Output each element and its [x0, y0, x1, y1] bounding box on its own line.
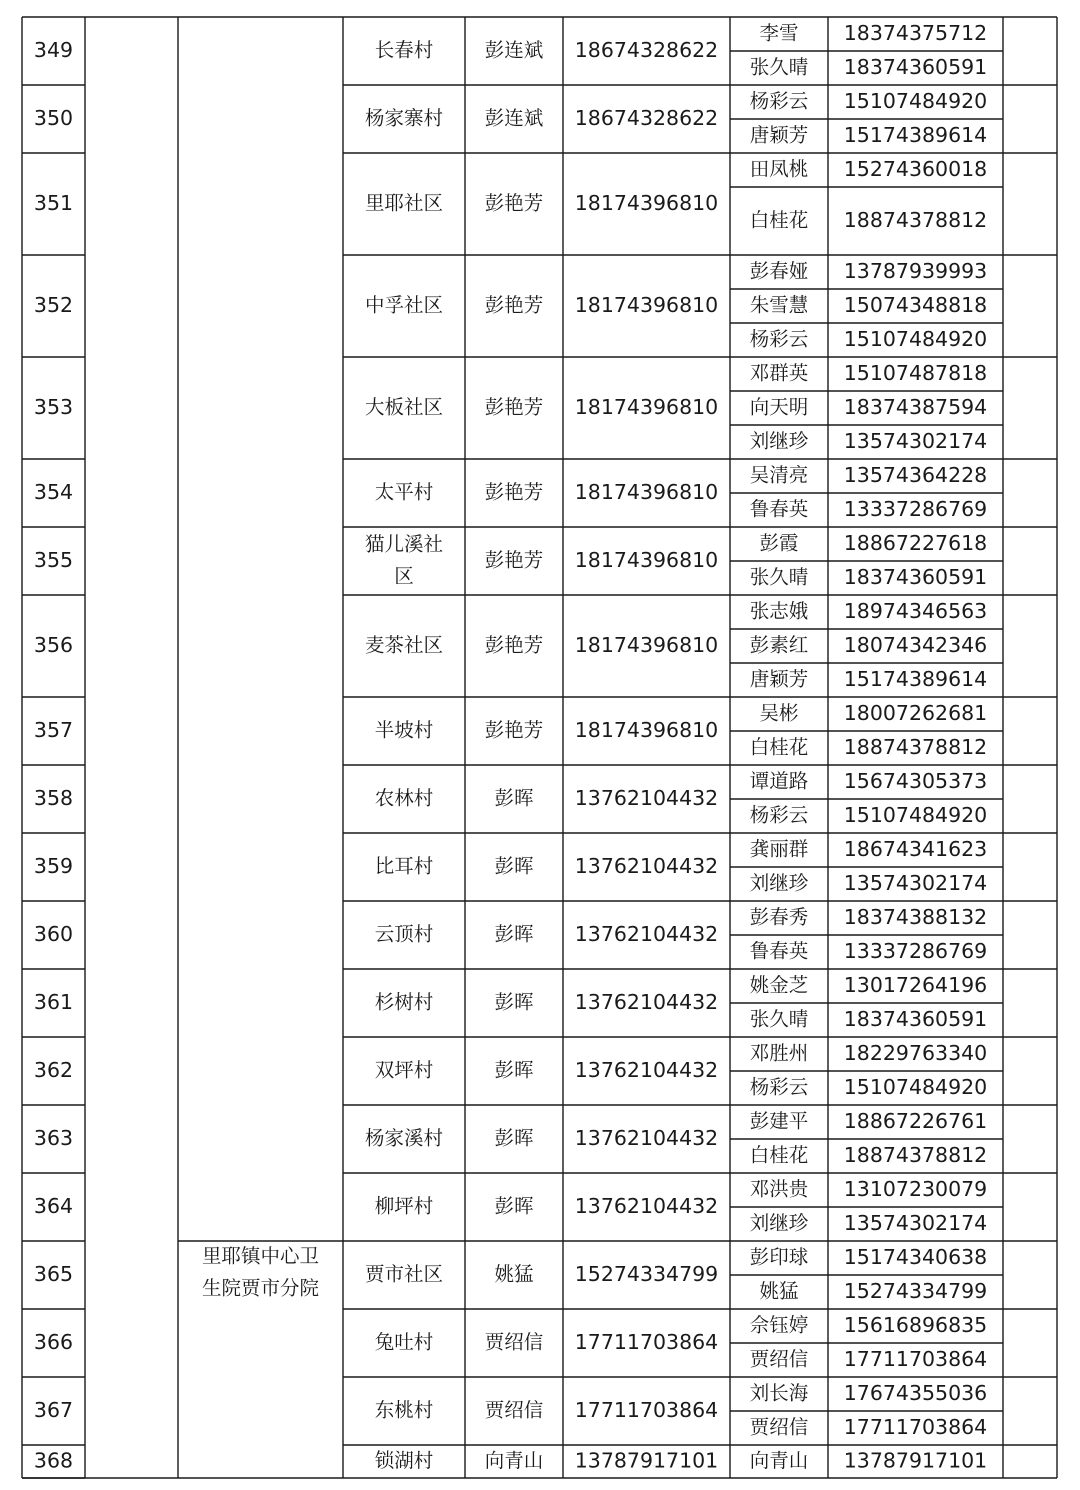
contact-phone: 15174340638	[843, 1245, 988, 1269]
contact-phone: 13574302174	[843, 429, 988, 453]
leader-phone: 18674328622	[574, 106, 719, 130]
contact-name: 姚猛	[759, 1279, 799, 1303]
leader-phone: 18174396810	[574, 191, 719, 215]
contact-name: 鲁春英	[749, 497, 809, 521]
row-number: 351	[33, 191, 74, 215]
contact-name: 张志娥	[749, 599, 809, 623]
contact-phone: 13574302174	[843, 871, 988, 895]
contact-name: 向天明	[749, 395, 809, 419]
contact-phone: 15074348818	[843, 293, 988, 317]
contact-name: 姚金芝	[749, 973, 809, 997]
row-number: 364	[33, 1194, 74, 1218]
contact-phone: 18074342346	[843, 633, 988, 657]
leader-phone: 18174396810	[574, 395, 719, 419]
contact-name: 唐颖芳	[749, 123, 809, 147]
leader-phone: 13762104432	[574, 922, 719, 946]
hospital-name: 生院贾市分院	[201, 1276, 320, 1300]
contact-name: 刘继珍	[749, 1211, 809, 1235]
contact-name: 白桂花	[749, 1143, 809, 1167]
contact-phone: 18374360591	[843, 1007, 988, 1031]
leader-name: 彭艳芳	[484, 395, 544, 419]
contact-phone: 15107484920	[843, 89, 988, 113]
leader-phone: 18174396810	[574, 633, 719, 657]
row-number: 361	[33, 990, 74, 1014]
contact-name: 吴彬	[759, 701, 799, 725]
leader-phone: 15274334799	[574, 1262, 719, 1286]
contact-name: 张久晴	[749, 1007, 809, 1031]
leader-name: 彭艳芳	[484, 480, 544, 504]
contact-phone: 13574364228	[843, 463, 988, 487]
row-number: 349	[33, 38, 74, 62]
contact-name: 邓洪贵	[749, 1177, 809, 1201]
contact-phone: 17711703864	[843, 1415, 988, 1439]
contact-name: 龚丽群	[749, 837, 809, 861]
leader-name: 彭艳芳	[484, 718, 544, 742]
contact-name: 杨彩云	[749, 327, 809, 351]
village-name: 区	[394, 564, 414, 588]
contact-name: 邓胜州	[749, 1041, 809, 1065]
village-name: 云顶村	[374, 922, 434, 946]
leader-phone: 18174396810	[574, 718, 719, 742]
leader-phone: 13762104432	[574, 854, 719, 878]
contact-phone: 18674341623	[843, 837, 988, 861]
leader-name: 彭连斌	[484, 106, 544, 130]
leader-phone: 13762104432	[574, 1194, 719, 1218]
row-number: 355	[33, 548, 74, 572]
village-name: 半坡村	[374, 718, 434, 742]
village-name: 太平村	[374, 480, 434, 504]
row-number: 352	[33, 293, 74, 317]
contact-phone: 18229763340	[843, 1041, 988, 1065]
contact-name: 邓群英	[749, 361, 809, 385]
contact-name: 唐颖芳	[749, 667, 809, 691]
contact-name: 杨彩云	[749, 803, 809, 827]
leader-phone: 13762104432	[574, 1126, 719, 1150]
leader-name: 姚猛	[494, 1262, 534, 1286]
contact-phone: 18974346563	[843, 599, 988, 623]
contact-phone: 13337286769	[843, 939, 988, 963]
contact-phone: 13787939993	[843, 259, 988, 283]
leader-phone: 17711703864	[574, 1330, 719, 1354]
row-number: 360	[33, 922, 74, 946]
contact-name: 杨彩云	[749, 1075, 809, 1099]
contact-name: 向青山	[749, 1449, 809, 1472]
leader-phone: 18674328622	[574, 38, 719, 62]
village-name: 锁湖村	[374, 1449, 434, 1472]
contact-phone: 13017264196	[843, 973, 988, 997]
row-number: 354	[33, 480, 74, 504]
contact-phone: 18374388132	[843, 905, 988, 929]
leader-name: 彭艳芳	[484, 633, 544, 657]
contact-phone: 17674355036	[843, 1381, 988, 1405]
leader-name: 彭晖	[494, 1126, 534, 1150]
contact-phone: 15107484920	[843, 803, 988, 827]
leader-phone: 13762104432	[574, 990, 719, 1014]
contact-name: 彭印球	[749, 1245, 809, 1269]
village-name: 麦茶社区	[364, 633, 444, 657]
contact-phone: 18374387594	[843, 395, 988, 419]
leader-name: 彭晖	[494, 990, 534, 1014]
row-number: 353	[33, 395, 74, 419]
village-name: 长春村	[374, 38, 434, 62]
contact-name: 吴清亮	[749, 463, 809, 487]
contact-phone: 13337286769	[843, 497, 988, 521]
contact-name: 贾绍信	[749, 1347, 809, 1371]
contact-name: 谭道路	[749, 769, 809, 793]
contact-name: 杨彩云	[749, 89, 809, 113]
table-cells	[34, 21, 987, 1473]
contact-name: 佘钰婷	[749, 1313, 809, 1337]
leader-phone: 18174396810	[574, 480, 719, 504]
leader-phone: 13787917101	[574, 1448, 719, 1473]
contact-phone: 18867227618	[843, 531, 988, 555]
contact-phone: 18874378812	[843, 208, 988, 232]
contact-phone: 13787917101	[843, 1448, 988, 1473]
village-name: 柳坪村	[374, 1194, 434, 1218]
contact-phone: 18374360591	[843, 55, 988, 79]
row-number: 367	[33, 1398, 74, 1422]
contact-name: 白桂花	[749, 208, 809, 232]
row-number: 358	[33, 786, 74, 810]
contact-name: 贾绍信	[749, 1415, 809, 1439]
contact-name: 彭霞	[759, 531, 799, 555]
village-name: 比耳村	[374, 854, 434, 878]
contact-phone: 15107484920	[843, 327, 988, 351]
contact-phone: 15107484920	[843, 1075, 988, 1099]
leader-name: 彭晖	[494, 1058, 534, 1082]
row-number: 350	[33, 106, 74, 130]
village-name: 大板社区	[364, 395, 444, 419]
row-number: 365	[33, 1262, 74, 1286]
contact-phone: 15274334799	[843, 1279, 988, 1303]
contact-name: 刘长海	[749, 1381, 809, 1405]
leader-name: 彭晖	[494, 786, 534, 810]
contact-name: 彭春秀	[749, 905, 809, 929]
contact-phone: 15174389614	[843, 667, 988, 691]
leader-name: 彭连斌	[484, 38, 544, 62]
village-name: 杨家寨村	[364, 106, 444, 130]
contact-name: 刘继珍	[749, 871, 809, 895]
contact-name: 李雪	[759, 21, 799, 45]
leader-phone: 18174396810	[574, 548, 719, 572]
contact-phone: 13107230079	[843, 1177, 988, 1201]
contact-name: 彭建平	[749, 1109, 809, 1133]
contact-name: 张久晴	[749, 565, 809, 589]
village-name: 杨家溪村	[364, 1126, 444, 1150]
village-name: 中孚社区	[364, 293, 444, 317]
contact-phone: 18874378812	[843, 1143, 988, 1167]
contact-phone: 15616896835	[843, 1313, 988, 1337]
row-number: 357	[33, 718, 74, 742]
leader-name: 向青山	[484, 1449, 544, 1472]
contact-name: 刘继珍	[749, 429, 809, 453]
contact-name: 朱雪慧	[749, 293, 809, 317]
village-name: 农林村	[374, 786, 434, 810]
row-number: 368	[33, 1448, 74, 1473]
village-name: 贾市社区	[364, 1262, 444, 1286]
contact-name: 白桂花	[749, 735, 809, 759]
row-number: 363	[33, 1126, 74, 1150]
contact-phone: 18374375712	[843, 21, 988, 45]
village-name: 里耶社区	[364, 191, 444, 215]
contact-phone: 18874378812	[843, 735, 988, 759]
leader-name: 彭晖	[494, 1194, 534, 1218]
leader-name: 彭艳芳	[484, 191, 544, 215]
contact-name: 彭素红	[749, 633, 809, 657]
leader-name: 彭艳芳	[484, 293, 544, 317]
contact-name: 鲁春英	[749, 939, 809, 963]
contact-phone: 18007262681	[843, 701, 988, 725]
village-name: 杉树村	[374, 990, 434, 1014]
leader-name: 彭晖	[494, 854, 534, 878]
village-name: 双坪村	[374, 1058, 434, 1082]
leader-phone: 17711703864	[574, 1398, 719, 1422]
contact-name: 田凤桃	[749, 157, 809, 181]
contact-phone: 18374360591	[843, 565, 988, 589]
contact-phone: 15174389614	[843, 123, 988, 147]
contact-name: 张久晴	[749, 55, 809, 79]
village-name: 东桃村	[374, 1398, 434, 1422]
contact-phone: 18867226761	[843, 1109, 988, 1133]
village-name: 兔吐村	[374, 1330, 434, 1354]
village-name: 猫儿溪社	[364, 532, 444, 556]
contact-phone: 15274360018	[843, 157, 988, 181]
contact-phone: 15107487818	[843, 361, 988, 385]
row-number: 356	[33, 633, 74, 657]
leader-name: 贾绍信	[484, 1330, 544, 1354]
contact-phone: 17711703864	[843, 1347, 988, 1371]
hospital-name: 里耶镇中心卫	[201, 1244, 320, 1268]
leader-name: 彭晖	[494, 922, 534, 946]
leader-phone: 13762104432	[574, 1058, 719, 1082]
leader-name: 贾绍信	[484, 1398, 544, 1422]
contact-name: 彭春娅	[749, 259, 809, 283]
contact-phone: 13574302174	[843, 1211, 988, 1235]
leader-phone: 13762104432	[574, 786, 719, 810]
contact-phone: 15674305373	[843, 769, 988, 793]
leader-phone: 18174396810	[574, 293, 719, 317]
row-number: 366	[33, 1330, 74, 1354]
leader-name: 彭艳芳	[484, 548, 544, 572]
row-number: 359	[33, 854, 74, 878]
row-number: 362	[33, 1058, 74, 1082]
